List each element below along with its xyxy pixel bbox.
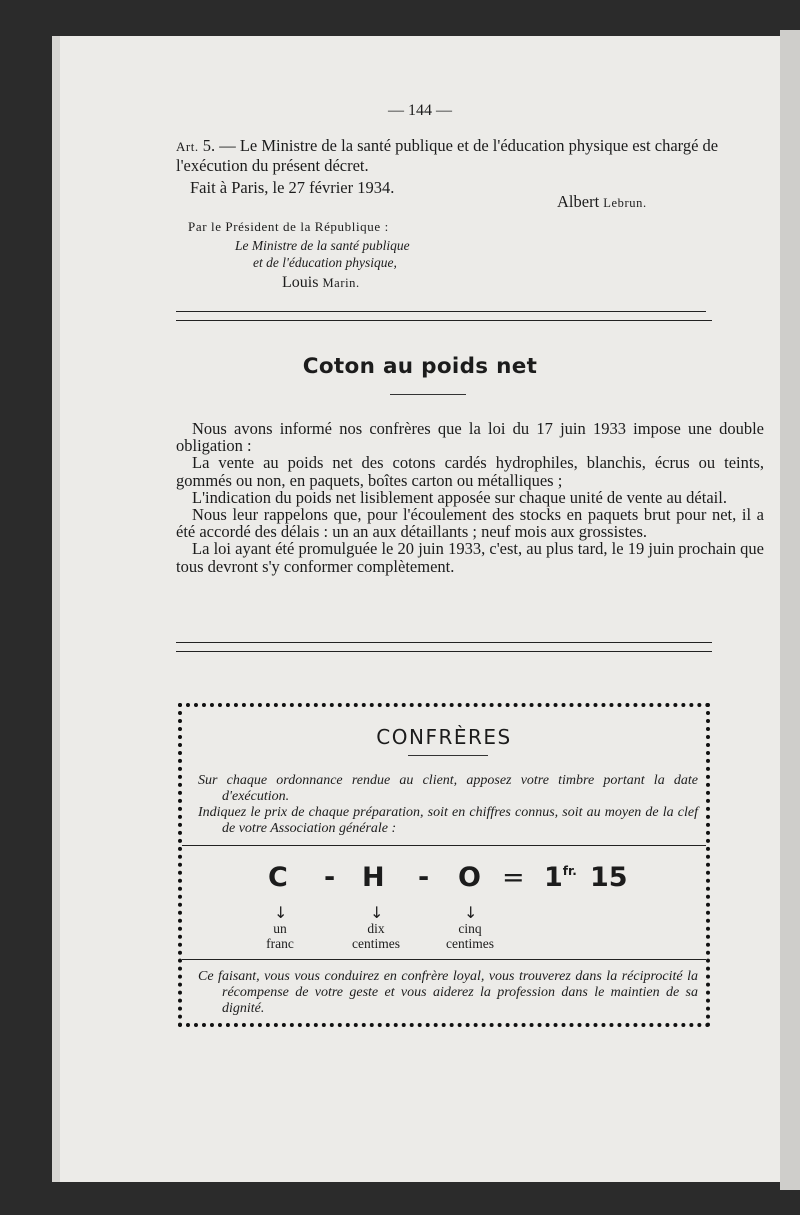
title-underline bbox=[390, 394, 466, 395]
body-paragraph: Nous avons informé nos confrères que la loi du 17 juin 1933 impose une double obligation : bbox=[176, 419, 764, 456]
formula-letter-c: C bbox=[268, 862, 288, 893]
minister-title-line1: Le Ministre de la santé publique bbox=[235, 238, 410, 253]
down-arrow-icon: ↓ bbox=[370, 903, 384, 922]
divider-bottom-2 bbox=[176, 651, 712, 652]
section-title: Coton au poids net bbox=[302, 354, 538, 379]
formula-equals: = bbox=[502, 862, 525, 893]
body-paragraph: Nous leur rappelons que, pour l'écoulement des stocks en paquets brut pour net, il a été accordé des délais : un an aux détaillants ; neuf mois aux grossistes. bbox=[176, 505, 764, 542]
confreres-notice-box bbox=[178, 703, 710, 1027]
divider-top-1 bbox=[176, 311, 706, 312]
formula-letter-h: H bbox=[362, 862, 385, 893]
body-paragraph: L'indication du poids net lisiblement apposée sur chaque unité de vente au détail. bbox=[192, 487, 727, 507]
down-arrow-icon: ↓ bbox=[274, 903, 288, 922]
box-divider-2 bbox=[182, 959, 706, 960]
minister-title-line2: et de l'éducation physique, bbox=[253, 255, 397, 270]
box-intro bbox=[198, 773, 698, 837]
formula-dash: - bbox=[324, 862, 336, 893]
body-paragraph: La vente au poids net des cotons cardés hydrophiles, blanchis, écrus ou teints, gommés ou non, en paquets, boîtes carton ou métalliques ; bbox=[176, 453, 764, 490]
article-date: Fait à Paris, le 27 février 1934. bbox=[190, 178, 395, 197]
box-title: CONFRÈRES bbox=[376, 725, 512, 749]
divider-top-2 bbox=[176, 320, 712, 321]
formula-price: $1^{fr.}$ bbox=[544, 862, 577, 893]
article-number: 5. bbox=[202, 136, 216, 155]
section-body bbox=[176, 420, 764, 575]
article-text: — Le Ministre de la santé publique et de l'éducation physique est chargé de l'exécution du présent décret. bbox=[176, 136, 719, 175]
down-arrow-icon: ↓ bbox=[464, 903, 478, 922]
body-paragraph: La loi ayant été promulguée le 20 juin 1933, c'est, au plus tard, le 19 juin prochain que tous devront s'y conformer complètement. bbox=[176, 539, 764, 576]
page-edge bbox=[780, 30, 800, 1190]
formula-letter-o: O bbox=[458, 862, 481, 893]
legend-cinq-centimes: cinq centimes bbox=[446, 921, 494, 951]
divider-bottom-1 bbox=[176, 642, 712, 643]
document-page bbox=[52, 36, 780, 1182]
box-intro-1: Sur chaque ordonnance rendue au client, apposez votre timbre portant la date d'exécution. bbox=[198, 773, 698, 804]
page-number: — 144 — bbox=[388, 102, 452, 119]
legend-un-franc: un franc bbox=[266, 921, 294, 951]
formula-price-cents: 15 bbox=[590, 862, 628, 893]
box-intro-2: Indiquez le prix de chaque préparation, soit en chiffres connus, soit au moyen de la clef de votre Association générale : bbox=[198, 805, 698, 836]
legend-dix-centimes: dix centimes bbox=[352, 921, 400, 951]
article-label: Art. bbox=[176, 139, 199, 154]
box-closing: Ce faisant, vous vous conduirez en confrère loyal, vous trouverez dans la réciprocité la récompense de votre geste et vous aiderez la profession dans le maintien de sa dignité. bbox=[198, 969, 698, 1016]
article-5 bbox=[176, 136, 776, 175]
minister-name: Louis Marin. bbox=[282, 274, 360, 291]
by-president: Par le Président de la République : bbox=[188, 219, 389, 234]
formula-dash: - bbox=[418, 862, 430, 893]
signatory: Albert Lebrun. bbox=[557, 192, 647, 211]
box-title-underline bbox=[408, 755, 488, 756]
box-divider-1 bbox=[182, 845, 706, 846]
